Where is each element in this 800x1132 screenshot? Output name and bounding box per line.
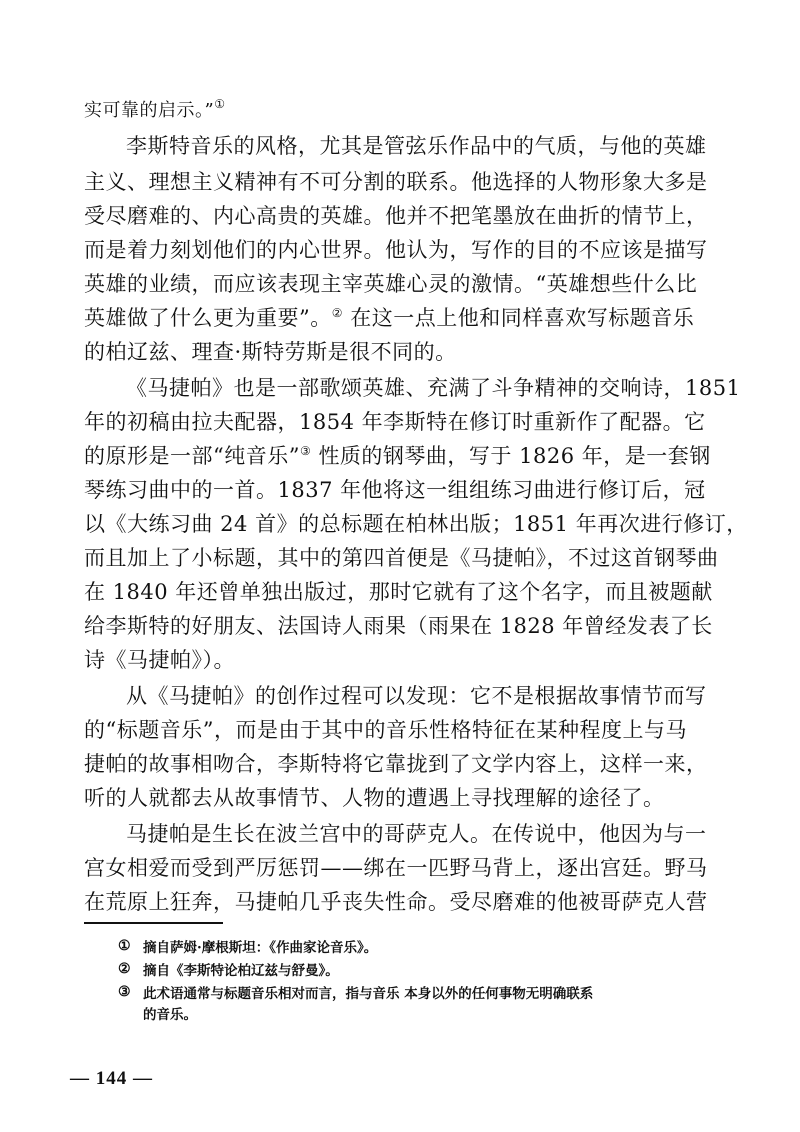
footnote-mark: ① <box>118 938 131 954</box>
footnote-ref-1: ① <box>214 97 226 111</box>
text-line: 年的初稿由拉夫配器，1854 年李斯特在修订时重新作了配器。它 <box>84 410 706 434</box>
text-line: 以《大练习曲 24 首》的总标题在柏林出版；1851 年再次进行修订， <box>84 512 748 536</box>
footnote-text: 摘自萨姆·摩根斯坦：《作曲家论音乐》。 <box>143 940 378 956</box>
text-line: 捷帕的故事相吻合，李斯特将它靠拢到了文学内容上，这样一来， <box>84 752 708 776</box>
text-line: 的“标题音乐”，而是由于其中的音乐性格特征在某种程度上与马 <box>84 718 687 742</box>
text-line: 李斯特音乐的风格，尤其是管弦乐作品中的气质，与他的英雄 <box>126 134 707 158</box>
text-line: 实可靠的启示。”① <box>84 97 226 121</box>
text-line: 马捷帕是生长在波兰宫中的哥萨克人。在传说中，他因为与一 <box>126 822 707 846</box>
text-line: 受尽磨难的、内心高贵的英雄。他并不把笔墨放在曲折的情节上， <box>84 204 708 228</box>
text-line: 而且加上了小标题，其中的第四首便是《马捷帕》，不过这首钢琴曲 <box>84 546 719 570</box>
footnote-mark: ② <box>118 961 131 977</box>
page-number: — 144 — <box>70 1068 153 1089</box>
text-line: 诗《马捷帕》）。 <box>84 648 235 672</box>
text-line: 英雄做了什么更为重要”。② 在这一点上他和同样喜欢写标题音乐 <box>84 306 695 330</box>
footnote-text: 的音乐。 <box>143 1007 197 1023</box>
footnote-text: 此术语通常与标题音乐相对而言，指与音乐 本身以外的任何事物无明确联系 <box>143 986 594 1002</box>
text-line: 给李斯特的好朋友、法国诗人雨果（雨果在 1828 年曾经发表了长 <box>84 614 713 638</box>
text-line: 从《马捷帕》的创作过程可以发现：它不是根据故事情节而写 <box>126 684 707 708</box>
text-line: 的原形是一部“纯音乐”③ 性质的钢琴曲，写于 1826 年，是一套钢 <box>84 444 711 468</box>
text-line: 在荒原上狂奔，马捷帕几乎丧失性命。受尽磨难的他被哥萨克人营 <box>84 890 708 914</box>
text-line: 的柏辽兹、理查·斯特劳斯是很不同的。 <box>84 340 457 364</box>
footnote-ref-3: ③ <box>299 444 312 458</box>
text-line: 在 1840 年还曾单独出版过，那时它就有了这个名字，而且被题献 <box>84 580 713 604</box>
text-line: 琴练习曲中的一首。1837 年他将这一组组练习曲进行修订后，冠 <box>84 478 706 502</box>
footnote-mark: ③ <box>118 984 131 1000</box>
text-line: 宫女相爱而受到严厉惩罚——绑在一匹野马背上，逐出宫廷。野马 <box>84 856 708 880</box>
text-line: 听的人就都去从故事情节、人物的遭遇上寻找理解的途径了。 <box>84 786 665 810</box>
text-line: 主义、理想主义精神有不可分割的联系。他选择的人物形象大多是 <box>84 170 708 194</box>
footnote-text: 摘自《李斯特论柏辽兹与舒曼》。 <box>143 963 339 979</box>
text-line: 而是着力刻划他们的内心世界。他认为，写作的目的不应该是描写 <box>84 238 708 262</box>
footnote-ref-2: ② <box>331 306 344 320</box>
footnote-divider <box>84 922 223 924</box>
text-line: 《马捷帕》也是一部歌颂英雄、充满了斗争精神的交响诗，1851 <box>126 376 741 400</box>
text-line: 英雄的业绩，而应该表现主宰英雄心灵的激情。“英雄想些什么比 <box>84 272 698 296</box>
